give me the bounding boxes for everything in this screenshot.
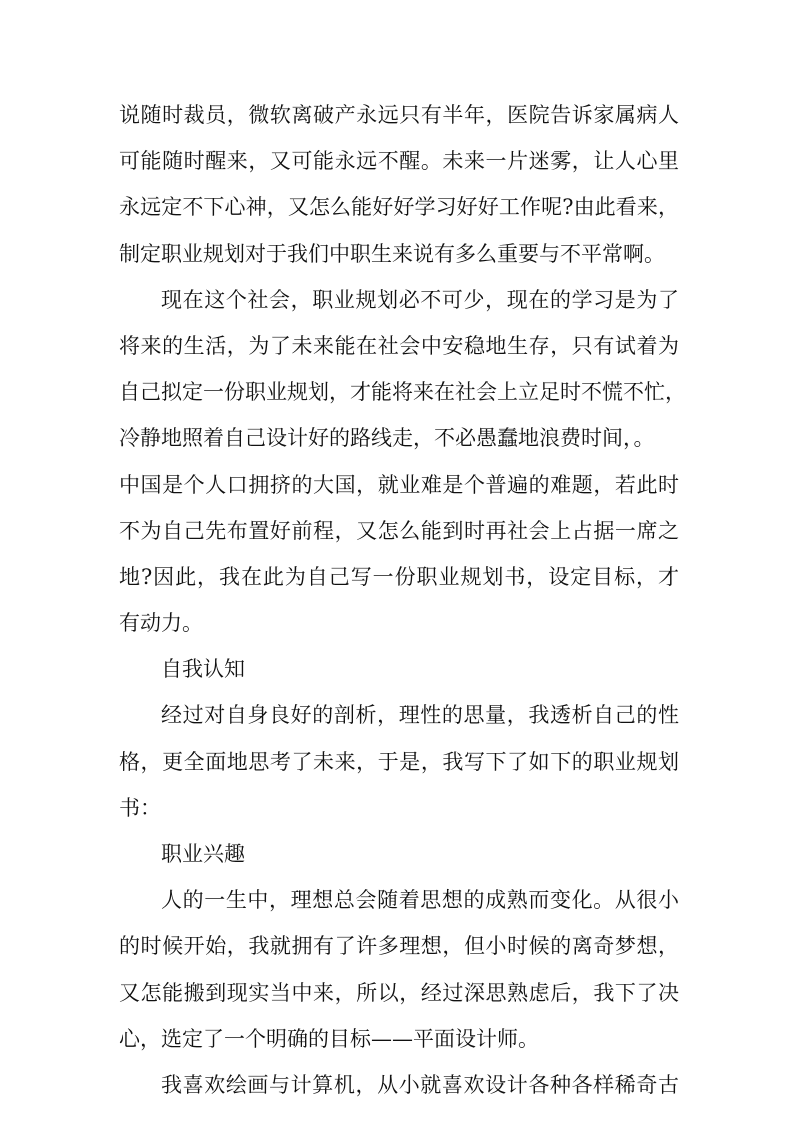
text-line: 不为自己先布置好前程，又怎么能到时再社会上占据一席之 (119, 518, 679, 543)
text-line: 可能随时醒来，又可能永远不醒。未来一片迷雾，让人心里 (119, 149, 679, 174)
text-line: 格，更全面地思考了未来，于是，我写下了如下的职业规划 (119, 749, 679, 774)
text-line: 说随时裁员，微软离破产永远只有半年，医院告诉家属病人 (119, 103, 679, 127)
text-line: 我喜欢绘画与计算机，从小就喜欢设计各种各样稀奇古 (161, 1072, 679, 1097)
text-line: 冷静地照着自己设计好的路线走，不必愚蠢地浪费时间，。 (119, 426, 655, 451)
text-line: 现在这个社会，职业规划必不可少，现在的学习是为了 (161, 287, 679, 312)
text-line: 永远定不下心神，又怎么能好好学习好好工作呢?由此看来， (119, 195, 679, 220)
text-line: 书： (119, 795, 161, 820)
text-line: 又怎能搬到现实当中来，所以，经过深思熟虑后，我下了决 (119, 980, 679, 1005)
text-line: 的时候开始，我就拥有了许多理想，但小时候的离奇梦想， (119, 934, 679, 959)
text-line: 制定职业规划对于我们中职生来说有多么重要与不平常啊。 (119, 241, 665, 266)
text-line: 地?因此，我在此为自己写一份职业规划书，设定目标，才 (119, 564, 679, 589)
section-heading: 职业兴趣 (161, 842, 245, 866)
section-heading: 自我认知 (161, 657, 245, 682)
text-line: 有动力。 (119, 611, 203, 636)
text-line: 将来的生活，为了未来能在社会中安稳地生存，只有试着为 (119, 333, 679, 358)
document-body (119, 92, 686, 1108)
text-line: 心，选定了一个明确的目标——平面设计师。 (119, 1026, 539, 1051)
text-line: 人的一生中，理想总会随着思想的成熟而变化。从很小 (161, 888, 679, 913)
text-line: 经过对自身良好的剖析，理性的思量，我透析自己的性 (161, 703, 679, 728)
text-line: 自己拟定一份职业规划，才能将来在社会上立足时不慌不忙， (119, 380, 686, 405)
text-line: 中国是个人口拥挤的大国，就业难是个普遍的难题，若此时 (119, 472, 679, 497)
